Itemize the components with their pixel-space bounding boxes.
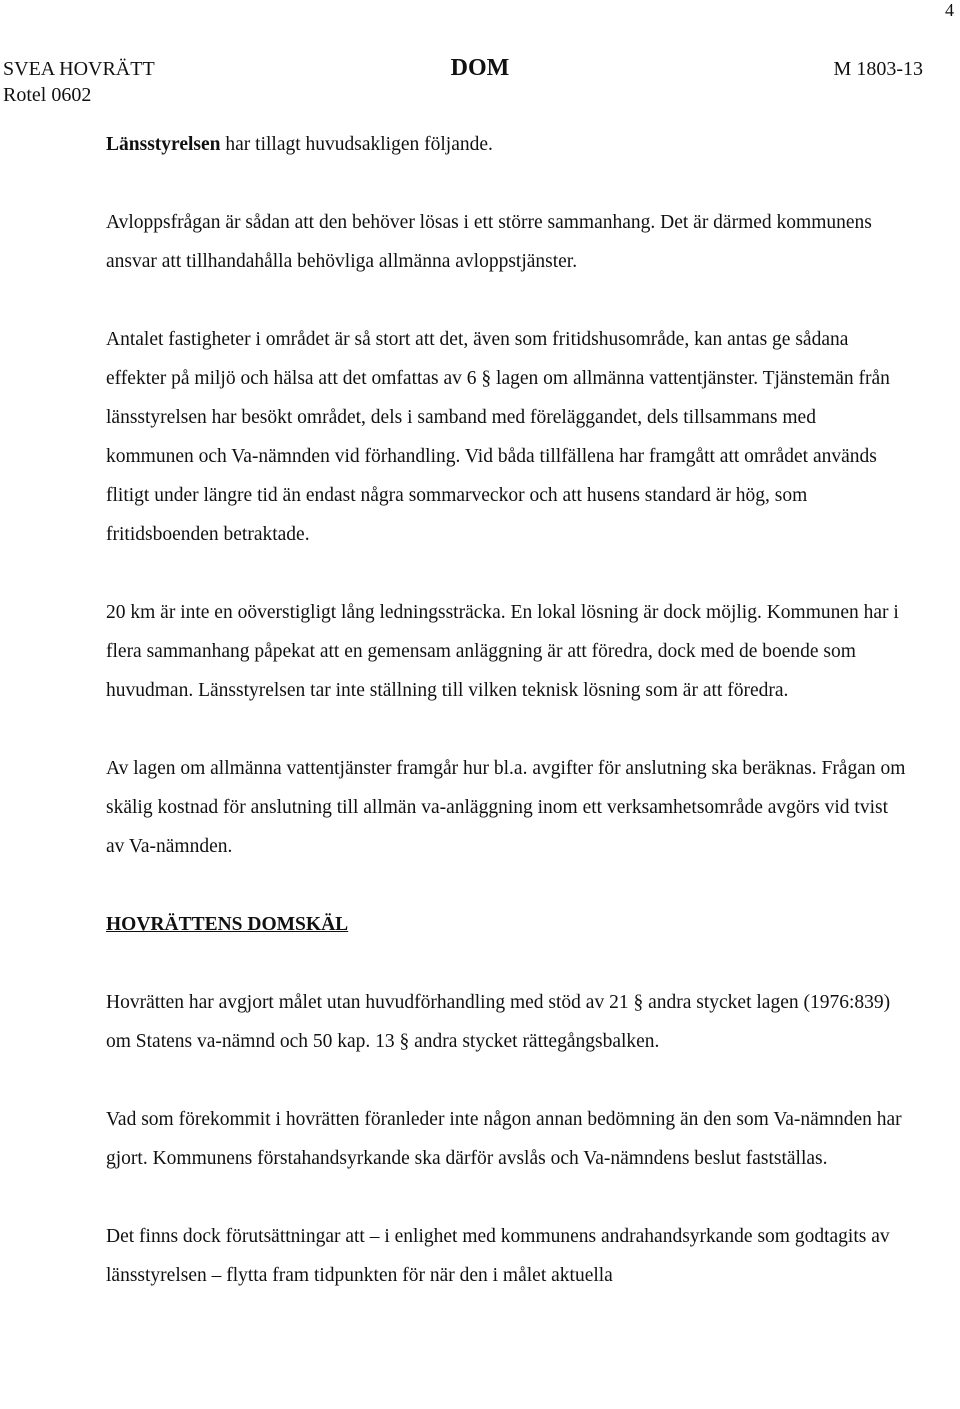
paragraph-ledning: 20 km är inte en oöverstigligt lång ledningssträcka. En lokal lösning är dock möjlig. Kommunen har i flera sammanhang påpekat att en gemensam anläggning är att föredra, dock med de boende som huvudman. Länsstyrelsen tar inte ställning till vilken teknisk lösning som är att föredra. [106,602,899,701]
document-type: DOM [450,55,510,81]
paragraph-text: har tillagt huvudsakligen följande. [220,134,493,155]
paragraph-domskal-2: Vad som förekommit i hovrätten föranleder inte någon annan bedömning än den som Va-nämnden har gjort. Kommunens förstahandsyrkande ska därför avslås och Va-nämndens beslut fastställas. [106,1109,902,1169]
party-name: Länsstyrelsen [106,134,221,155]
page-number: 4 [945,0,954,20]
paragraph-avlopp: Avloppsfrågan är sådan att den behöver lösas i ett större sammanhang. Det är därmed kommunens ansvar att tillhandahålla behövliga allmänna avloppstjänster. [106,212,872,272]
paragraph-avgifter: Av lagen om allmänna vattentjänster framgår hur bl.a. avgifter för anslutning ska beräknas. Frågan om skälig kostnad för anslutning till allmän va-anläggning inom ett verksamhetsområde avgörs vid tvist av Va-nämnden. [106,758,906,857]
paragraph-domskal-3: Det finns dock förutsättningar att – i enlighet med kommunens andrahandsyrkande som godtagits av länsstyrelsen – flytta fram tidpunkten för när den i målet aktuella [106,1226,890,1286]
court-name: SVEA HOVRÄTT [3,58,155,80]
paragraph-domskal-1: Hovrätten har avgjort målet utan huvudförhandling med stöd av 21 § andra stycket lagen (1976:839) om Statens va-nämnd och 50 kap. 13 § andra stycket rättegångsbalken. [106,992,891,1052]
division: Rotel 0602 [3,84,92,106]
paragraph-fastigheter: Antalet fastigheter i området är så stort att det, även som fritidshusområde, kan antas ge sådana effekter på miljö och hälsa att det omfattas av 6 § lagen om allmänna vattentjänster. Tjänstemän från länsstyrelsen har besökt området, dels i samband med föreläggandet, dels tillsammans med kommunen och Va-nämnden vid förhandling. Vid båda tillfällena har framgått att området används flitigt under längre tid än endast några sommarveckor och att husens standard är hög, som fritidsboenden betraktade. [106,329,890,545]
section-heading: HOVRÄTTENS DOMSKÄL [106,914,349,935]
document-body [106,125,906,1295]
paragraph-lansstyrelsen [106,125,906,164]
case-number: M 1803-13 [833,58,923,80]
